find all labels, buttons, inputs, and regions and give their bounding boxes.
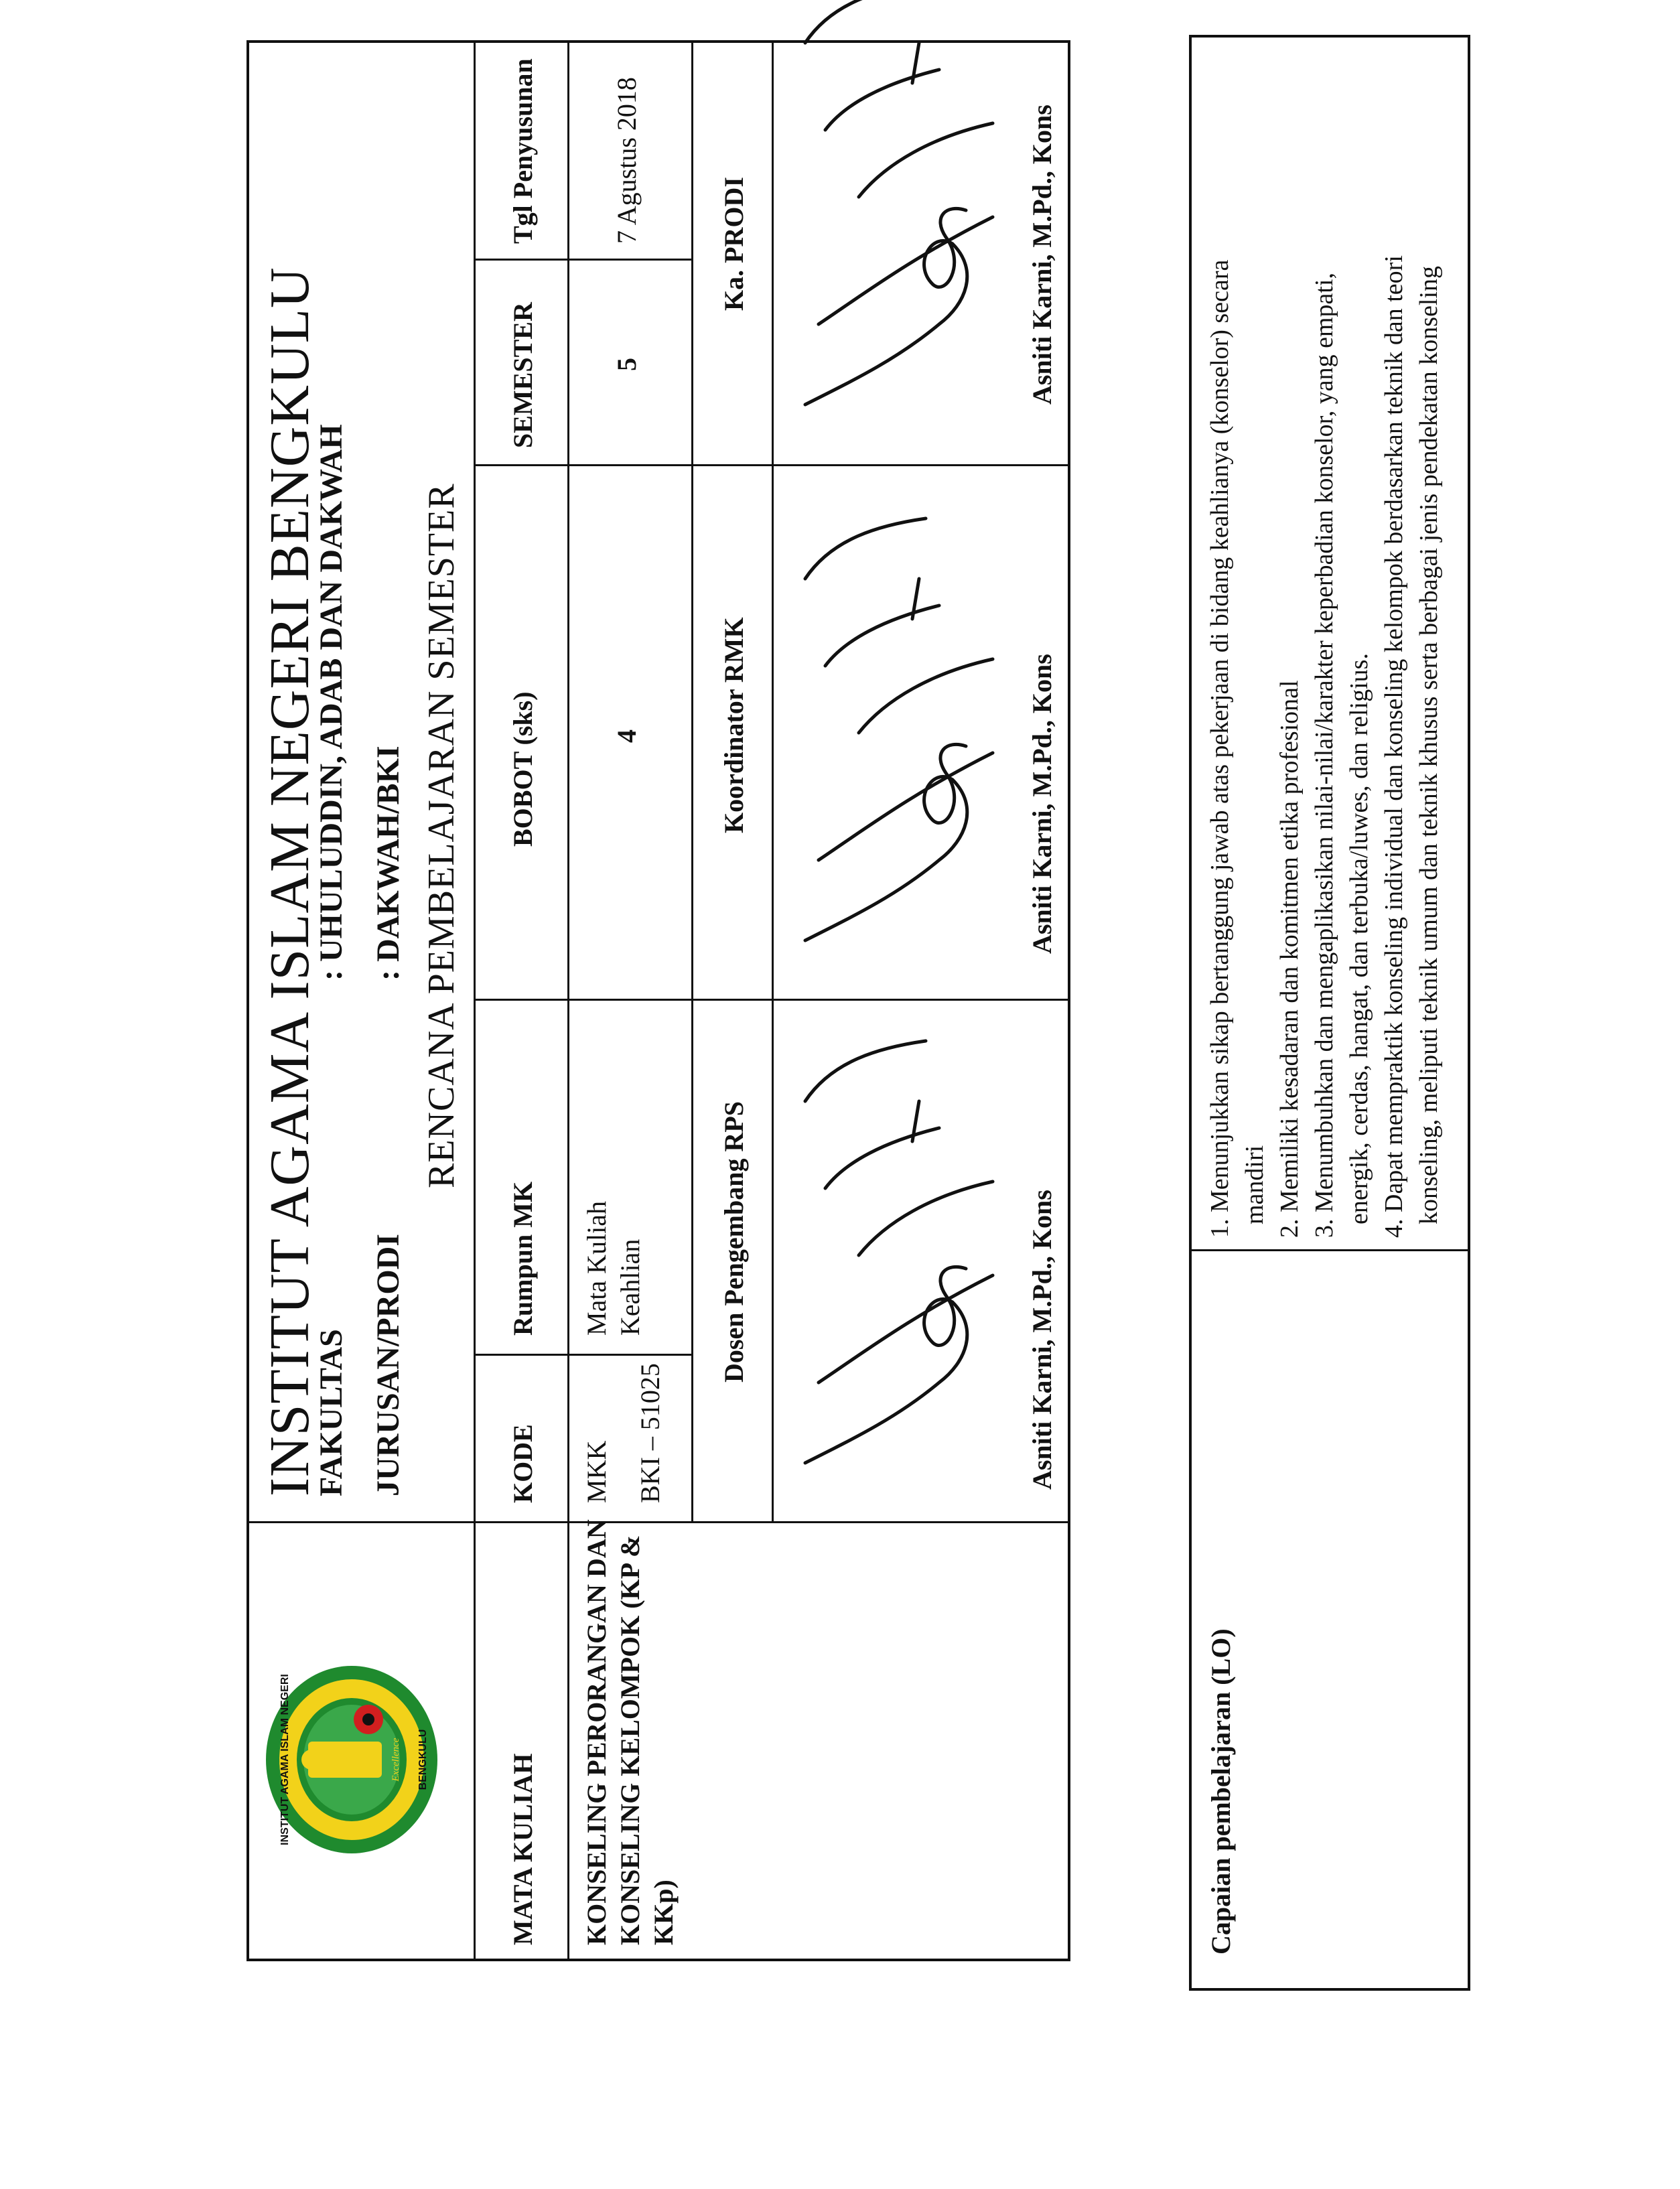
rumpun-line2: Keahlian [615,1239,645,1336]
rps-header-table [247,40,1070,1961]
col-divider-kode [474,1521,1070,1523]
header-mata-kuliah: MATA KULIAH [508,1753,538,1945]
signature-kaprodi [778,0,1040,418]
svg-text:INSTITUT AGAMA ISLAM NEGERI: INSTITUT AGAMA ISLAM NEGERI [279,1674,291,1845]
lo-line-7: konseling, meliputi teknik umum dan teknik khusus serta berbagai jenis pendekatan konseling [1415,265,1443,1224]
rumpun-line1: Mata Kuliah [581,1200,612,1336]
koordinator-label: Koordinator RMK [719,617,749,833]
header-rumpun: Rumpun MK [508,1181,538,1336]
iain-bengkulu-logo [261,1663,442,1857]
lo-line-6: 4. Dapat mempraktik konseling individual dan konseling kelompok berdasarkan teknik dan teori [1380,255,1408,1238]
fakultas-value: : UHULUDDIN, ADAB DAN DAKWAH [313,424,349,981]
fakultas-label: FAKULTAS [313,1329,349,1496]
jurusan-value: : DAKWAH/BKI [370,746,406,981]
header-bobot: BOBOT (sks) [508,691,538,847]
dosen-name: Asniti Karni, M.Pd., Kons [1027,1190,1057,1490]
header-tgl: Tgl Penyusunan [508,58,538,244]
col-divider-semester [474,464,1070,466]
col-divider-rumpun [474,1354,691,1356]
lo-column-divider [1192,1249,1468,1251]
document-title: RENCANA PEMBELAJARAN SEMESTER [421,483,462,1188]
mata-kuliah-line2: KONSELING KELOMPOK (KP & [615,1535,645,1945]
kode-line1: MKK [581,1440,612,1503]
lo-line-4: 3. Menumbuhkan dan mengaplikasikan nilai-nilai/karakter keperbadian konselor, yang empati, [1310,273,1338,1238]
lo-line-1: 1. Menunjukkan sikap bertanggung jawab atas pekerjaan di bidang keahlianya (konselor) secara [1206,259,1234,1238]
kode-line2: BKI – 51025 [635,1363,665,1503]
header-kode: KODE [508,1424,538,1503]
semester-value: 5 [612,358,642,371]
divider-under-row [691,40,693,1523]
divider-under-signature-labels [772,40,774,1523]
learning-outcomes-box [1189,35,1470,1991]
svg-text:Excellence: Excellence [391,1738,401,1782]
jurusan-label: JURUSAN/PRODI [370,1233,406,1496]
lo-line-5: energik, cerdas, hangat, dan terbuka/luwes, dan religius. [1345,653,1373,1224]
mata-kuliah-line1: KONSELING PERORANGAN DAN [581,1519,612,1945]
kaprodi-label: Ka. PRODI [719,177,749,311]
lo-line-2: mandiri [1241,1145,1269,1224]
lo-line-3: 2. Memiliki kesadaran dan komitmen etika profesional [1275,680,1304,1238]
col-divider-tgl [474,259,691,261]
tgl-value: 7 Agustus 2018 [612,77,642,244]
institution-name: INSTITUT AGAMA ISLAM NEGERI BENGKULU [259,267,321,1496]
signature-dosen [778,1021,1040,1476]
kaprodi-name: Asniti Karni, M.Pd., Kons [1027,104,1057,405]
col-divider-bobot [474,999,1070,1001]
header-semester: SEMESTER [508,302,538,448]
koordinator-name: Asniti Karni, M.Pd., Kons [1027,654,1057,954]
lo-label: Capaian pembelajaran (LO) [1206,1628,1236,1955]
dosen-label: Dosen Pengembang RPS [719,1101,749,1383]
logo-column-divider [249,1521,474,1523]
bobot-value: 4 [612,729,642,743]
svg-text:BENGKULU: BENGKULU [417,1729,429,1790]
mata-kuliah-line3: KKp) [648,1880,679,1945]
signature-koordinator [778,498,1040,954]
